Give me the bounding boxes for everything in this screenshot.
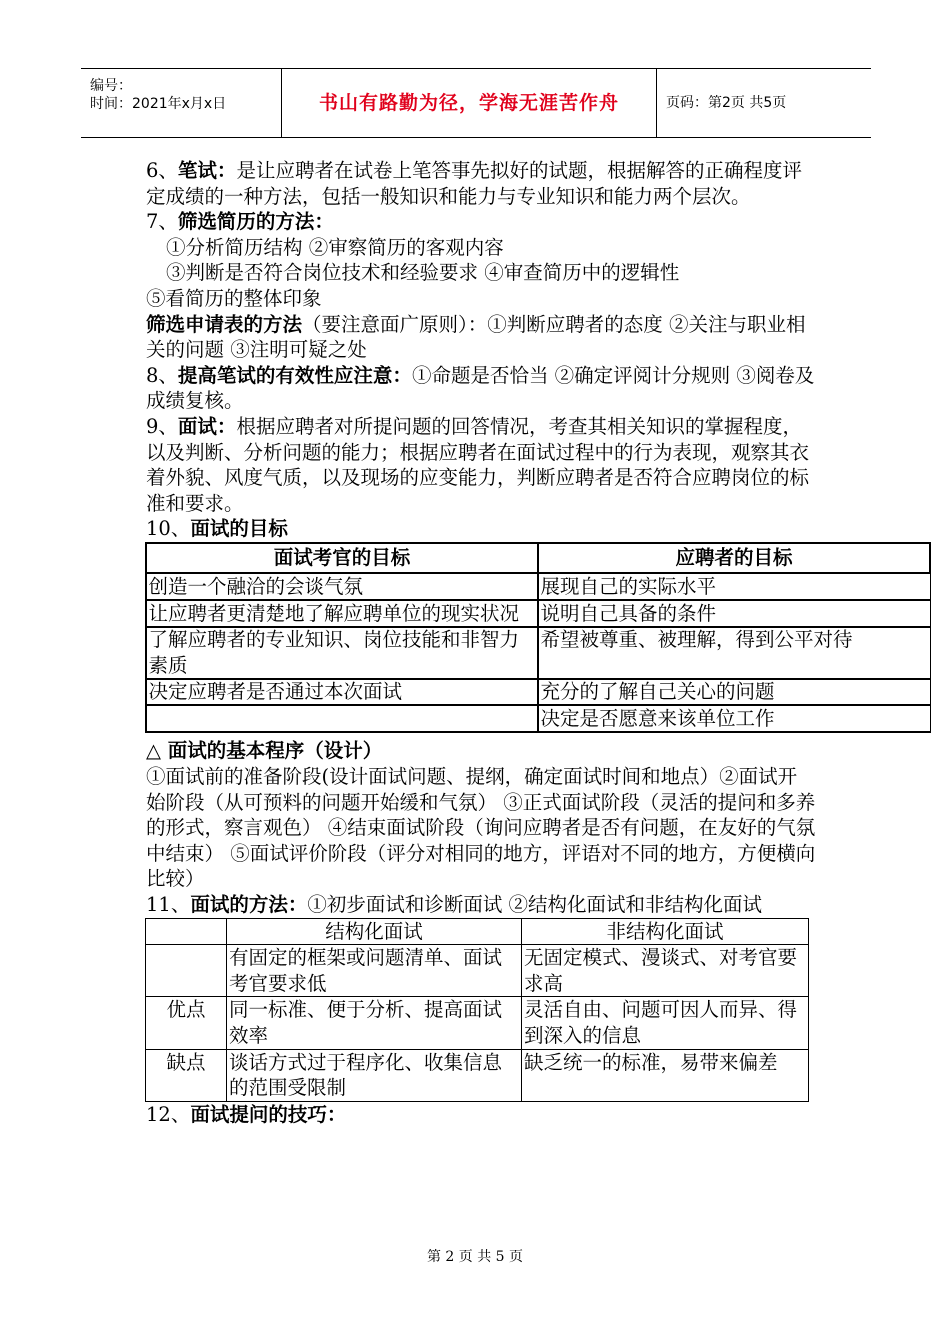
table-cell: 同一标准、便于分析、提高面试效率	[227, 997, 522, 1049]
table-header-cell: 应聘者的目标	[538, 543, 930, 573]
term-bold: 面试的目标	[190, 517, 288, 541]
table-row	[146, 679, 930, 706]
paragraph-11	[146, 892, 816, 918]
item-number: 9、	[146, 414, 178, 438]
table-cell: 无固定模式、漫谈式、对考官要求高	[522, 945, 809, 997]
item-number: 8、	[146, 363, 178, 387]
paragraph-text: 根据应聘者对所提问题的回答情况，考查其相关知识的掌握程度，以及判断、分析问题的能力；根据应聘者在面试过程中的行为表现，观察其衣着外貌、风度气质，以及现场的应变能力，判断应聘者是否符合应聘岗位的标准和要求。	[146, 414, 810, 515]
date-label: 时间：2021年x月x日	[90, 96, 227, 112]
paragraph-text: （要注意面广原则）：①判断应聘者的态度 ②关注与职业相关的问题 ③注明可疑之处	[146, 312, 806, 362]
paragraph-7b	[146, 312, 816, 363]
table-cell: 说明自己具备的条件	[538, 600, 930, 627]
paragraph-text: ①命题是否恰当 ②确定评阅计分规则 ③阅卷及成绩复核。	[146, 363, 815, 413]
list-line: ①分析简历结构 ②审察简历的客观内容	[166, 235, 504, 259]
table-cell: 优点	[146, 997, 227, 1049]
header-motto: 书山有路勤为径，学海无涯苦作舟	[282, 69, 657, 137]
paragraph-9	[146, 414, 816, 516]
table-row	[146, 997, 809, 1049]
list-line: ⑤看简历的整体印象	[146, 286, 322, 310]
item-number: 6、	[146, 159, 178, 182]
paragraph-text: 是让应聘者在试卷上笔答事先拟好的试题，根据解答的正确程度评定成绩的一种方法，包括一般知识和能力与专业知识和能力两个层次。	[146, 159, 802, 208]
term-bold: 面试的方法：	[190, 893, 308, 917]
table-header-row	[146, 918, 809, 945]
table-header-cell: 面试考官的目标	[146, 543, 538, 573]
interview-methods-table	[145, 918, 809, 1102]
section-heading: △ 面试的基本程序（设计）	[146, 739, 383, 763]
term-bold: 面试提问的技巧：	[190, 1102, 347, 1126]
table-cell: 展现自己的实际水平	[538, 573, 930, 600]
table-row	[146, 573, 930, 600]
item-number: 12、	[146, 1102, 191, 1126]
table-cell: 灵活自由、问题可因人而异、得到深入的信息	[522, 997, 809, 1049]
table-cell: 创造一个融洽的会谈气氛	[146, 573, 538, 600]
table-cell: 缺点	[146, 1049, 227, 1101]
table-cell	[146, 705, 538, 732]
term-bold: 笔试：	[177, 159, 237, 182]
table-cell: 决定是否愿意来该单位工作	[538, 705, 930, 732]
page-header	[81, 68, 871, 138]
document-body	[146, 158, 853, 1127]
table-row	[146, 1049, 809, 1101]
paragraph-text: ①初步面试和诊断面试 ②结构化面试和非结构化面试	[307, 893, 763, 917]
item-number: 11、	[146, 893, 191, 917]
table-row	[146, 705, 930, 732]
table-cell: 有固定的框架或问题清单、面试考官要求低	[227, 945, 522, 997]
table-cell: 缺乏统一的标准，易带来偏差	[522, 1049, 809, 1101]
paragraph-7	[146, 209, 816, 235]
paragraph-10	[146, 516, 816, 542]
table-header-row	[146, 543, 930, 573]
procedure-text: ①面试前的准备阶段(设计面试问题、提纲，确定面试时间和地点）②面试开始阶段（从可预料的问题开始缓和气氛） ③正式面试阶段（灵活的提问和多养的形式，察言观色） ④结束面试阶段（询问应聘者是否有问题，在友好的气氛中结束） ⑤面试评价阶段（评分对相同的地方，评语对不同的地方，方便横向比较）	[146, 765, 816, 891]
item-number: 10、	[146, 517, 191, 541]
term-bold: 面试：	[177, 414, 237, 438]
table-cell	[146, 945, 227, 997]
table-cell: 决定应聘者是否通过本次面试	[146, 679, 538, 706]
term-bold: 筛选简历的方法：	[177, 210, 334, 234]
term-bold: 筛选申请表的方法	[146, 312, 303, 336]
paragraph-12	[146, 1102, 816, 1128]
table-cell: 充分的了解自己关心的问题	[538, 679, 930, 706]
table-row	[146, 945, 809, 997]
table-cell: 希望被尊重、被理解，得到公平对待	[538, 627, 930, 679]
table-cell: 让应聘者更清楚地了解应聘单位的现实状况	[146, 600, 538, 627]
table-header-cell: 非结构化面试	[522, 918, 809, 945]
table-header-cell: 结构化面试	[227, 918, 522, 945]
table-row	[146, 627, 930, 679]
paragraph-6	[146, 158, 816, 209]
number-label: 编号：	[90, 78, 132, 94]
term-bold: 提高笔试的有效性应注意：	[177, 363, 412, 387]
interview-goals-table	[145, 542, 931, 733]
table-row	[146, 600, 930, 627]
page-label: 页码：第2页 共5页	[666, 95, 787, 111]
list-line: ③判断是否符合岗位技术和经验要求 ④审查简历中的逻辑性	[166, 261, 680, 285]
header-meta	[81, 69, 282, 137]
table-header-cell	[146, 918, 227, 945]
table-cell: 谈话方式过于程序化、收集信息的范围受限制	[227, 1049, 522, 1101]
page-footer: 第 2 页 共 5 页	[426, 1249, 524, 1265]
table-cell: 了解应聘者的专业知识、岗位技能和非智力素质	[146, 627, 538, 679]
paragraph-procedure	[146, 738, 816, 764]
item-number: 7、	[146, 210, 178, 234]
paragraph-8	[146, 363, 816, 414]
